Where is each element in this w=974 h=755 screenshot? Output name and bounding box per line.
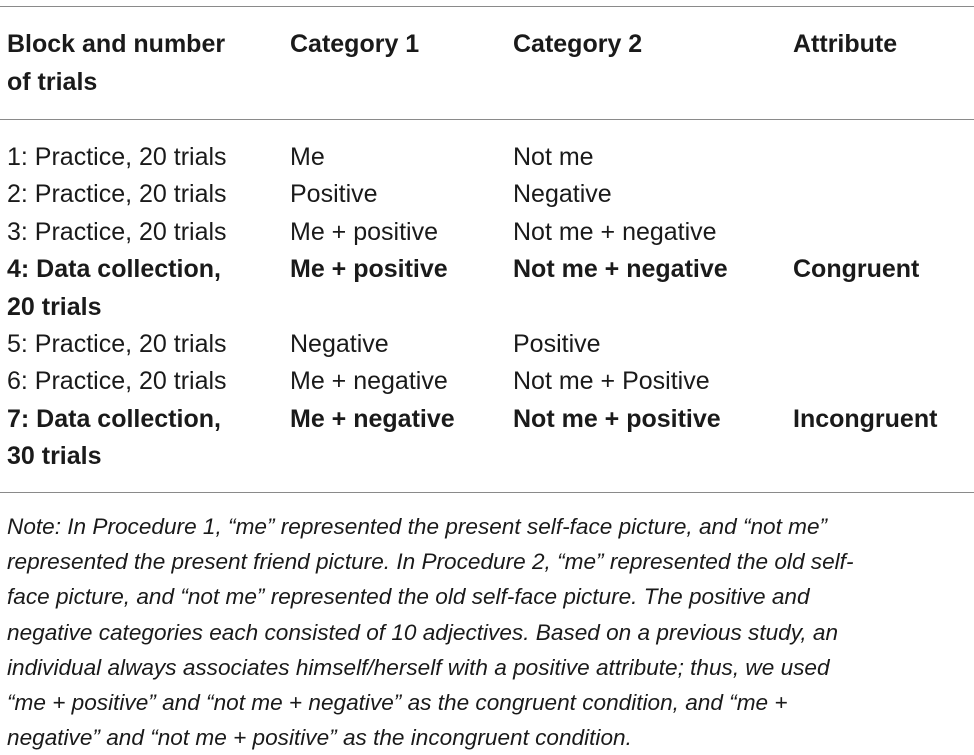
table-body bbox=[0, 139, 974, 476]
row-attribute bbox=[793, 139, 974, 176]
table-row bbox=[0, 139, 974, 176]
table-row-data-collection bbox=[0, 251, 974, 326]
row-category-1: Me + negative bbox=[290, 404, 455, 433]
row-attribute: Incongruent bbox=[793, 404, 938, 433]
note-line: individual always associates himself/herself with a positive attribute; thus, we used bbox=[7, 654, 830, 680]
header-rule bbox=[0, 119, 974, 120]
row-block-line1: 7: Data collection, bbox=[7, 404, 221, 433]
row-block: 5: Practice, 20 trials bbox=[7, 330, 227, 359]
note-line: negative categories each consisted of 10 adjectives. Based on a previous study, an bbox=[7, 619, 839, 645]
row-block-line1: 4: Data collection, bbox=[7, 255, 221, 284]
top-rule bbox=[0, 6, 974, 7]
row-block bbox=[0, 251, 290, 326]
note-line: Note: In Procedure 1, “me” represented the present self-face picture, and “not me” bbox=[7, 514, 828, 539]
table-row-data-collection bbox=[0, 401, 974, 476]
row-category-1: Positive bbox=[290, 180, 378, 209]
row-category-2: Not me + negative bbox=[513, 217, 717, 246]
table-row bbox=[0, 176, 974, 213]
row-category-2: Negative bbox=[513, 180, 612, 209]
bottom-rule bbox=[0, 492, 974, 493]
table-row bbox=[0, 363, 974, 400]
header-block bbox=[0, 26, 290, 101]
table-row bbox=[0, 214, 974, 251]
row-category-2: Not me + Positive bbox=[513, 367, 710, 396]
row-block-line2: 20 trials bbox=[7, 292, 102, 321]
row-category-1: Me bbox=[290, 143, 325, 171]
table-header bbox=[0, 26, 974, 101]
row-category-1: Me + positive bbox=[290, 217, 438, 246]
row-block: 3: Practice, 20 trials bbox=[7, 217, 227, 246]
header-category-2: Category 2 bbox=[513, 30, 643, 58]
row-block-line2: 30 trials bbox=[7, 442, 102, 471]
note-line: represented the present friend picture. In Procedure 2, “me” represented the old self- bbox=[7, 549, 854, 575]
row-category-1: Me + negative bbox=[290, 367, 448, 396]
note-line: negative” and “not me + positive” as the incongruent condition. bbox=[7, 725, 632, 751]
row-category-2: Not me bbox=[513, 143, 594, 171]
header-row bbox=[0, 26, 974, 101]
row-block: 1: Practice, 20 trials bbox=[7, 143, 227, 171]
header-category-1: Category 1 bbox=[290, 30, 420, 58]
row-category-2: Positive bbox=[513, 330, 601, 359]
row-category-2: Not me + positive bbox=[513, 404, 721, 433]
row-attribute: Congruent bbox=[793, 255, 920, 284]
row-attribute bbox=[793, 363, 974, 400]
row-block: 6: Practice, 20 trials bbox=[7, 367, 227, 396]
header-attribute: Attribute bbox=[793, 30, 898, 58]
row-block bbox=[0, 401, 290, 476]
row-attribute bbox=[793, 214, 974, 251]
note-line: face picture, and “not me” represented the old self-face picture. The positive and bbox=[7, 584, 810, 610]
note-line: “me + positive” and “not me + negative” as the congruent condition, and “me + bbox=[7, 690, 788, 716]
row-category-1: Me + positive bbox=[290, 255, 448, 284]
row-attribute bbox=[793, 326, 974, 363]
row-block: 2: Practice, 20 trials bbox=[7, 180, 227, 209]
header-block-line1: Block and number bbox=[7, 30, 226, 58]
table-row bbox=[0, 326, 974, 363]
table-note bbox=[7, 509, 969, 755]
row-category-2: Not me + negative bbox=[513, 255, 728, 284]
row-attribute bbox=[793, 176, 974, 213]
header-block-line2: of trials bbox=[7, 67, 98, 96]
row-category-1: Negative bbox=[290, 330, 389, 359]
